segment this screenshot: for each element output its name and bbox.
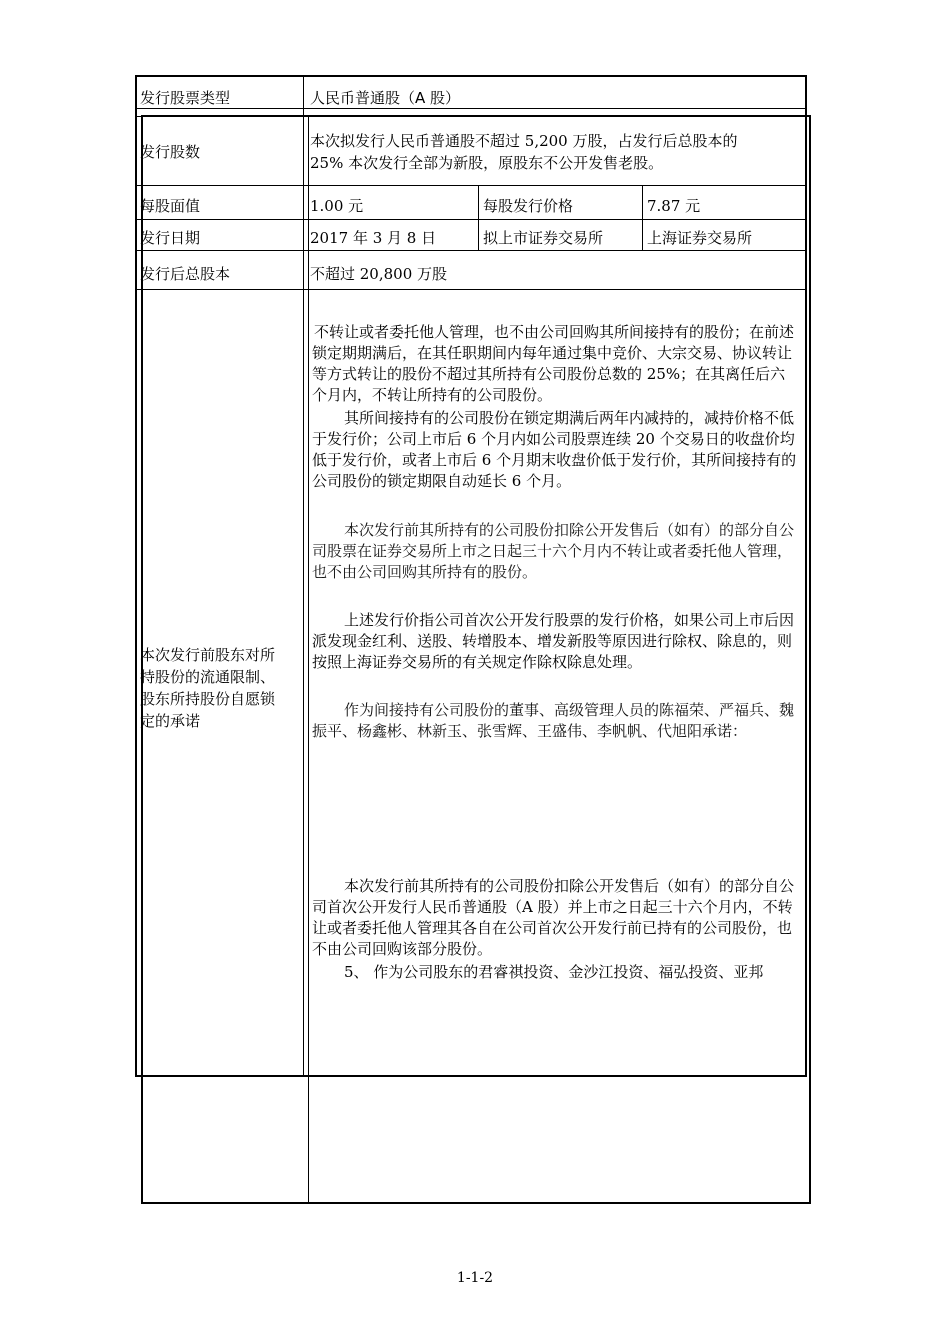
par-value: 1.00 元 [310,197,364,215]
row-divider-1b [137,116,805,117]
row-divider-1 [137,108,805,109]
lockup-commitment-label-1: 本次发行前股东对所 [140,646,276,664]
exchange-label: 拟上市证券交易所 [483,229,604,247]
commitment-paragraph-3: 本次发行前其所持有的公司股份扣除公开发售后（如有）的部分自公司股票在证券交易所上市之日起三十六个月内不转让或者委托他人管理，也不由公司回购其所持有的股份。 [312,521,795,581]
par-value-label: 每股面值 [140,197,201,215]
row-divider-3 [137,219,805,220]
commitment-paragraph-4: 上述发行价指公司首次公开发行股票的发行价格，如果公司上市后因派发现金红利、送股、转增股本、增发新股等原因进行除权、除息的，则按照上海证券交易所的有关规定作除权除息处理。 [312,611,795,671]
stock-type-value: 人民币普通股（A 股） [310,89,461,107]
lockup-commitment-label-4: 定的承诺 [140,712,201,730]
share-count-value-line1: 本次拟发行人民币普通股不超过 5,200 万股，占发行后总股本的 [310,132,738,150]
lockup-commitment-label-2: 持股份的流通限制、 [140,668,276,686]
col-divider-mid [478,186,479,250]
issue-date-value: 2017 年 3 月 8 日 [310,229,437,247]
commitment-paragraph-5: 作为间接持有公司股份的董事、高级管理人员的陈福荣、严福兵、魏振平、杨鑫彬、林新玉、张雪辉、王盛伟、李帆帆、代旭阳承诺： [312,701,795,740]
row-divider-4 [137,250,805,251]
share-count-value-line2: 25% 本次发行全部为新股，原股东不公开发售老股。 [310,154,664,172]
lockup-commitment-label-3: 股东所持股份自愿锁 [140,690,276,708]
page-number: 1-1-2 [456,1270,494,1286]
commitment-paragraph-1: 不转让或者委托他人管理，也不由公司回购其所间接持有的股份；在前述锁定期期满后，在其任职期间内每年通过集中竞价、大宗交易、协议转让等方式转让的股份不超过其所持有公司股份总数的 25%；在其离任后六个月内，不转让所持有的公司股份。 [312,323,795,404]
total-capital-value: 不超过 20,800 万股 [310,265,448,283]
commitment-paragraph-2: 其所间接持有的公司股份在锁定期满后两年内减持的，减持价格不低于发行价；公司上市后 6 个月内如公司股票连续 20 个交易日的收盘价均低于发行价，或者上市后 6 个月期末收盘价低于发行价，其所间接持有的公司股份的锁定期限自动延长 6 个月。 [312,409,797,490]
issue-price-value: 7.87 元 [647,197,701,215]
share-count-label: 发行股数 [140,143,201,161]
issue-date-label: 发行日期 [140,229,201,247]
commitment-paragraph-7: 5、 作为公司股东的君睿祺投资、金沙江投资、福弘投资、亚邦 [344,963,764,981]
commitment-paragraph-6: 本次发行前其所持有的公司股份扣除公开发售后（如有）的部分自公司首次公开发行人民币普通股（A 股）并上市之日起三十六个月内，不转让或者委托他人管理其各自在公司首次公开发行前已持有的公司股份，也不由公司回购该部分股份。 [312,877,795,958]
col-divider-right [642,186,643,250]
row-divider-5 [137,289,805,290]
stock-type-label: 发行股票类型 [140,89,231,107]
issue-price-label: 每股发行价格 [483,197,574,215]
exchange-value: 上海证券交易所 [647,229,753,247]
col-divider-left [303,77,304,1077]
row-divider-2 [137,185,805,186]
total-capital-label: 发行后总股本 [140,265,231,283]
col-divider-left-2 [308,115,309,1203]
